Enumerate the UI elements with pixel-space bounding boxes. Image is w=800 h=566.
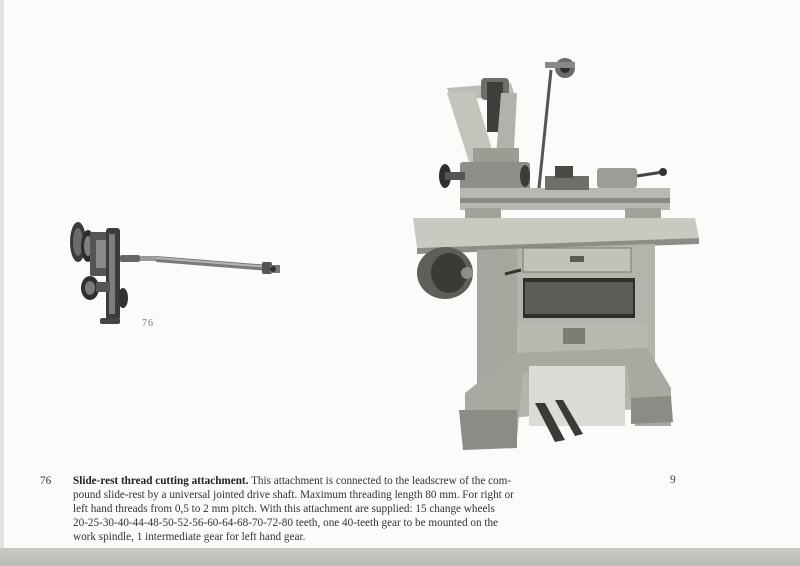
caption-body [73, 474, 633, 544]
caption-line: work spindle, 1 intermediate gear for left hand gear. [73, 531, 306, 543]
thread-cutting-attachment-illustration [60, 210, 290, 335]
caption-line: This attachment is connected to the leadscrew of the com- [248, 475, 512, 487]
caption-line: pound slide-rest by a universal jointed drive shaft. Maximum threading length 80 mm. For right or [73, 489, 514, 501]
page-edge-shadow [0, 0, 4, 566]
figure-number-label: 76 [142, 318, 154, 329]
caption-figure-number: 76 [40, 475, 52, 487]
lathe-on-stand-illustration [405, 48, 705, 458]
caption-line: 20-25-30-40-44-48-50-52-56-60-64-68-70-72-80 teeth, one 40-teeth gear to be mounted on the [73, 517, 499, 529]
caption-line: left hand threads from 0,5 to 2 mm pitch. With this attachment are supplied: 15 change wheels [73, 503, 495, 515]
page-number: 9 [670, 474, 676, 486]
page-bottom-shadow [0, 548, 800, 566]
caption-title: Slide-rest thread cutting attachment. [73, 475, 249, 487]
